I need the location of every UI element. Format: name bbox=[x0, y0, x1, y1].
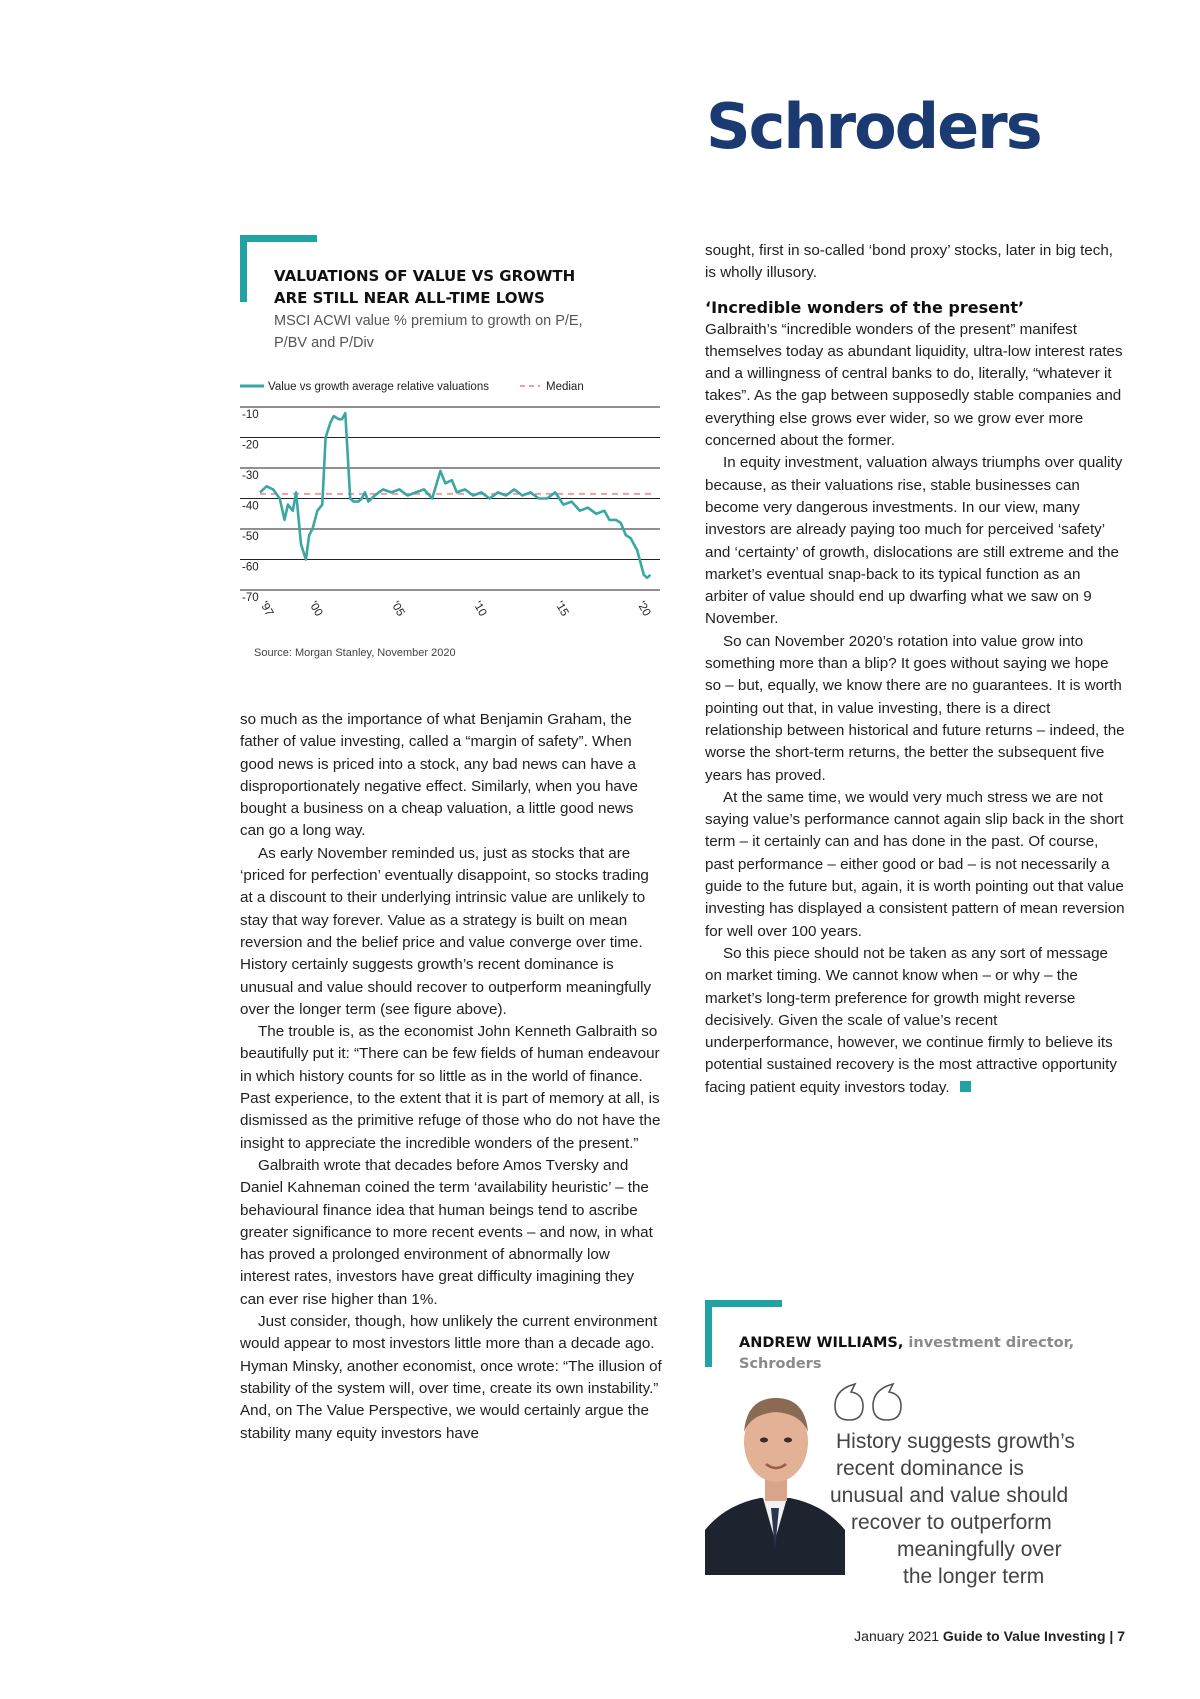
footer-date: January 2021 bbox=[854, 1628, 940, 1644]
x-tick-label: '05 bbox=[388, 599, 407, 619]
body-paragraph: The trouble is, as the economist John Kenneth Galbraith so beautifully put it: “There can be few fields of human endeavour in which history counts for so little as in the world of finance. Past experience, to the extent that it is part of memory at all, is dismissed as the primitive refuge of those who do not have the insight to appreciate the incredible wonders of the present.” bbox=[240, 1023, 661, 1152]
y-tick-label: -50 bbox=[242, 531, 259, 543]
author-byline bbox=[739, 1333, 1099, 1375]
chart-subtitle: MSCI ACWI value % premium to growth on P/E, P/BV and P/Div bbox=[274, 313, 583, 351]
body-paragraph bbox=[705, 631, 1125, 787]
x-tick-label: '20 bbox=[634, 599, 653, 619]
section-subheading: ‘Incredible wonders of the present’ bbox=[705, 297, 1025, 317]
quote-line: recent dominance is bbox=[836, 1457, 1024, 1480]
y-tick-label: -60 bbox=[242, 561, 259, 574]
paragraph-text: So can November 2020’s rotation into value grow into something more than a blip? It goes without saying we hope so – but, equally, we know there are no guarantees. It is worth pointing out that, in value investing, there is a direct relationship between historical and future returns – indeed, the worse the short-term returns, the better the subsequent five years has proved. bbox=[705, 632, 1125, 784]
paragraph-text: At the same time, we would very much stress we are not saying value’s performance cannot again slip back in the short term – it certainly can and has done in the past. Of course, past performance – either good or bad – is not necessarily a guide to the future but, again, it is worth pointing out that value investing has displayed a consistent pattern of mean reversion for well over 100 years. bbox=[705, 788, 1125, 940]
quote-line: meaningfully over bbox=[897, 1538, 1062, 1561]
quote-line: the longer term bbox=[903, 1565, 1045, 1588]
quote-marks-icon bbox=[831, 1380, 911, 1424]
y-tick-label: -30 bbox=[242, 470, 259, 482]
body-paragraph bbox=[705, 943, 1125, 1099]
paragraph-text: Galbraith’s “incredible wonders of the present” manifest themselves today as abundant liquidity, ultra-low interest rates and a willingness of central banks to do, literally, “whatever it takes”. As the gap between supposedly stable companies and everything else grows ever wider, so we grow ever more concerned about the former. bbox=[705, 320, 1123, 450]
x-tick-label: '10 bbox=[470, 599, 489, 619]
page-footer bbox=[854, 1628, 1125, 1644]
footer-separator: | bbox=[1109, 1628, 1114, 1644]
page-number: 7 bbox=[1117, 1628, 1125, 1644]
author-role: investment director, Schroders bbox=[739, 1335, 1075, 1372]
author-quote-block bbox=[705, 1300, 1125, 1588]
body-paragraph bbox=[705, 319, 1125, 453]
body-paragraph: so much as the importance of what Benjamin Graham, the father of value investing, called a “margin of safety”. When good news is priced into a stock, any bad news can have a disproportionately negative effect. Similarly, when you have bought a business on a cheap valuation, a little good news can go a long way. bbox=[240, 711, 638, 840]
left-article-column bbox=[240, 709, 662, 1445]
quote-line: recover to outperform bbox=[851, 1511, 1052, 1534]
end-mark-icon bbox=[960, 1081, 971, 1092]
x-tick-label: '15 bbox=[552, 599, 571, 619]
body-paragraph bbox=[705, 452, 1125, 630]
schroders-logo: Schroders bbox=[706, 90, 1041, 163]
author-name: ANDREW WILLIAMS, bbox=[739, 1335, 904, 1351]
y-tick-label: -70 bbox=[242, 592, 259, 604]
right-article-column bbox=[705, 240, 1125, 1099]
quote-line: unusual and value should bbox=[830, 1484, 1069, 1507]
chart-source: Source: Morgan Stanley, November 2020 bbox=[254, 647, 456, 659]
body-paragraph: Galbraith wrote that decades before Amos Tversky and Daniel Kahneman coined the term ‘availability heuristic’ – the behavioural finance idea that human beings tend to ascribe greater significance to more recent events – and now, in what has proved a prolonged environment of abnormally low interest rates, investors have great difficulty imagining they can ever rise higher than 1%. bbox=[240, 1156, 653, 1308]
body-paragraph: Just consider, though, how unlikely the current environment would appear to most investors little more than a decade ago. Hyman Minsky, another economist, once wrote: “The illusion of stability of the system will, over time, create its own instability.” And, on The Value Perspective, we would certainly argue the stability many equity investors have bbox=[240, 1313, 662, 1442]
paragraph-text: In equity investment, valuation always triumphs over quality because, as their valuations rise, stable businesses can become very dangerous investments. In our view, many investors are already paying too much for perceived ‘safety’ and ‘certainty’ of growth, dislocations are still extreme and the market’s eventual snap-back to its typical function as an arbiter of value should end up dwarfing what we saw on 9 November. bbox=[705, 454, 1123, 628]
y-tick-label: -40 bbox=[242, 500, 259, 513]
author-photo bbox=[705, 1380, 845, 1575]
quote-line: History suggests growth’s bbox=[836, 1430, 1075, 1453]
legend-series-label: Value vs growth average relative valuations bbox=[268, 381, 489, 393]
valuation-line-chart bbox=[240, 370, 660, 645]
legend-median-label: Median bbox=[546, 381, 584, 393]
x-tick-label: '00 bbox=[306, 599, 325, 619]
paragraph-text: So this piece should not be taken as any sort of message on market timing. We cannot know when – or why – the market’s long-term preference for growth might reverse decisively. Given the scale of value’s recent underperformance, however, we continue firmly to believe its potential sustained recovery is the most attractive opportunity facing patient equity investors today. bbox=[705, 944, 1117, 1096]
y-tick-label: -20 bbox=[242, 439, 259, 452]
x-tick-label: '97 bbox=[257, 599, 276, 619]
body-paragraph: As early November reminded us, just as stocks that are ‘priced for perfection’ eventually disappoint, so stocks trading at a discount to their underlying intrinsic value are unlikely to stay that way forever. Value as a strategy is built on mean reversion and the belief price and value converge over time. History certainly suggests growth’s recent dominance is unusual and value should recover to outperform meaningfully over the longer term (see figure above). bbox=[240, 844, 652, 1018]
footer-guide-title: Guide to Value Investing bbox=[942, 1628, 1106, 1644]
right-intro-paragraph: sought, first in so-called ‘bond proxy’ stocks, later in big tech, is wholly illusory. bbox=[705, 242, 1114, 282]
chart-title: VALUATIONS OF VALUE VS GROWTH ARE STILL NEAR ALL-TIME LOWS bbox=[274, 267, 576, 307]
body-paragraph bbox=[705, 787, 1125, 943]
y-tick-label: -10 bbox=[242, 409, 259, 421]
